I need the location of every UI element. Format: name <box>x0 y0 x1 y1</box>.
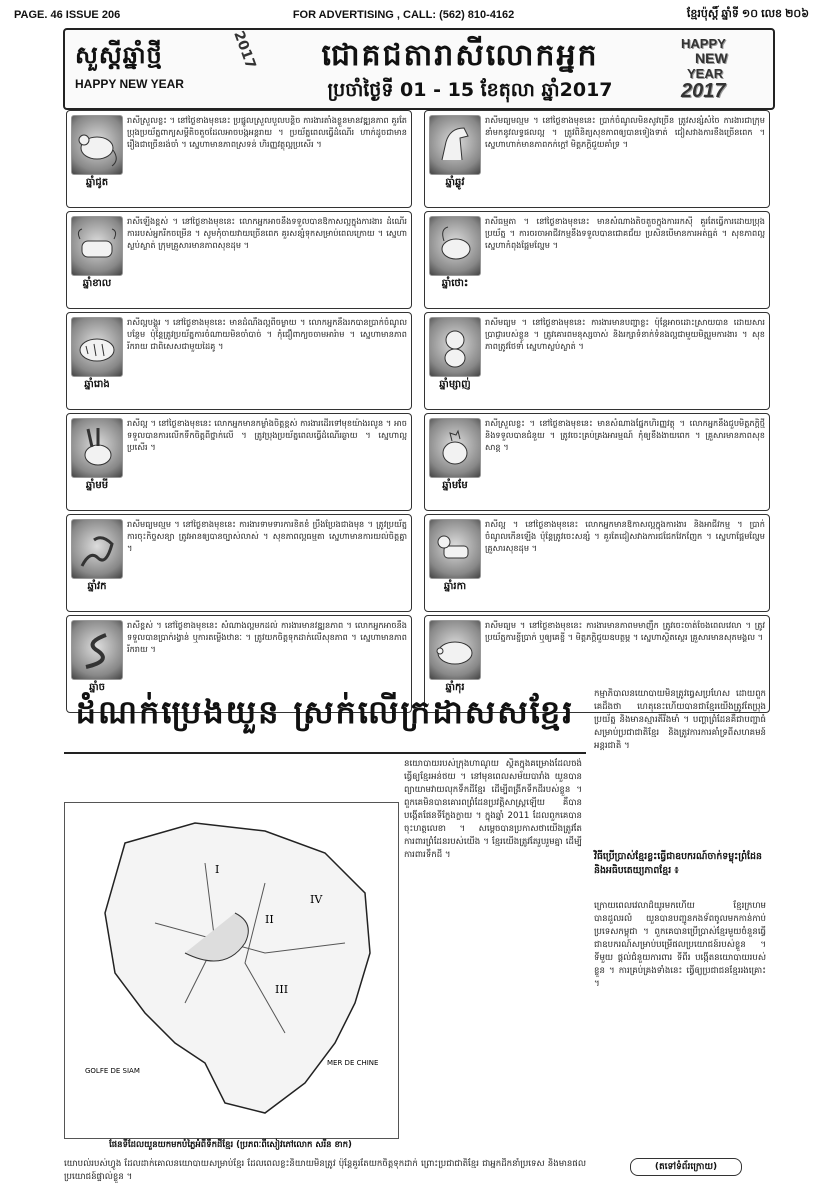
greeting-year: 2017 <box>230 28 259 72</box>
article-column-1: នយោបាយរបស់ក្រុងហាណូយ ស្ថិតក្នុងគម្រោងដែលចង់ធ្វើឲ្យខ្មែរអន់ថយ ។ នៅមុនពេលសម័យបារាំង យួនបានព្យាយាមវាយលុកទឹកដីខ្មែរ ដើម្បីពង្រីកទឹកដីរបស់ខ្លួន ។ ពួកគេមិនបានគោរពព្រំដែនប្រវត្តិសាស្ត្រឡើយ គឺបានបង្កើតផែនទីក្លែងក្លាយ ។ ក្នុងឆ្នាំ 2011 ដែលពួកគេបានចុះហត្ថលេខា ។ សម្តេចបានប្រកាសថាយើងត្រូវតែការពារព្រំដែនរបស់យើង ។ ខ្មែរយើងត្រូវតែរួបរួមគ្នា ដើម្បីការពារទឹកដី ។ <box>404 759 582 860</box>
horoscope-text: រាសីខ្ពស់ ។ នៅថ្ងៃខាងមុខនេះ សំណាងល្អមកដល់ ការងារមានវឌ្ឍនភាព ។ លោកអ្នកអាចនឹងទទួលបានប្រាក់រង្វាន់ ឬការតម្លើងឋានៈ ។ ត្រូវយកចិត្តទុកដាក់លើសុខភាព ។ ស្នេហាមានភាពរីករាយ ។ <box>127 620 407 654</box>
dragon-icon <box>71 519 123 579</box>
hny-word: YEAR <box>687 66 724 81</box>
horse-icon <box>429 115 481 175</box>
horoscope-text: រាសីមធ្យមល្មម ។ នៅថ្ងៃខាងមុខនេះ ប្រាក់ចំណូលមិនសូវច្រើន ត្រូវសន្សំសំចៃ ការងារជាក្រុមនាំមកនូវលទ្ធផលល្អ ។ ត្រូវពិនិត្យសុខភាពឲ្យបានទៀងទាត់ ជៀសវាងការខឹងច្រើនពេក ។ ស្នេហាហាក់មានភាពកក់ក្តៅ មិត្តភក្តិជួយគាំទ្រ ។ <box>485 115 765 149</box>
goat-icon <box>429 216 481 276</box>
horoscope-text: រាសីស្រួលខ្លះ ។ នៅថ្ងៃខាងមុខនេះ ប្រផ្នូលស្រួលបួលបន្តិច ការងារតាំងខ្លួនមានវឌ្ឍនភាព គួរតែប្រុងប្រយ័ត្នពាក្យសម្តីតិចតួចដែលអាចបង្កអន្តរាយ ។ ប្រយ័ត្នពេលធ្វើដំណើរ ហាក់ដូចជាមានរឿងជាច្រើនរង់ចាំ ។ ស្នេហាមានភាពស្រទន់ ហិរញ្ញវត្ថុល្អប្រសើរ ។ <box>127 115 407 149</box>
zodiac-sign: ឆ្នាំមមែ <box>442 480 468 491</box>
article-headline: ដំណក់ប្រេងយួន ស្រក់លើក្រដាសសខ្មែរ <box>64 692 586 754</box>
new-year-greeting <box>75 28 275 91</box>
hny-word: HAPPY <box>681 36 726 51</box>
horoscope-text: រាសីល្អ ។ នៅថ្ងៃខាងមុខនេះ លោកអ្នកមានកម្លាំងចិត្តខ្ពស់ ការងារដើរទៅមុខយ៉ាងរលូន ។ អាចទទួលបានការលើកទឹកចិត្តពីថ្នាក់លើ ។ ត្រូវប្រុងប្រយ័ត្នពេលធ្វើដំណើរឆ្ងាយ ។ ស្នេហាល្អប្រសើរ ។ <box>127 418 407 452</box>
zodiac-sign: ឆ្នាំរកា <box>443 581 467 592</box>
horoscope-text: រាសីល្អ ។ នៅថ្ងៃខាងមុខនេះ លោកអ្នកមានឱកាសល្អក្នុងការងារ និងអាជីវកម្ម ។ ប្រាក់ចំណូលកើនឡើង ប៉ុន្តែត្រូវចេះសន្សំ ។ គួរតែជៀសវាងការជជែកវែកញែក ។ ស្នេហាផ្អែមល្ហែម គ្រួសារសុខដុម ។ <box>485 519 765 553</box>
advertising-contact: FOR ADVERTISING , CALL: (562) 810-4162 <box>292 9 515 21</box>
horoscope-cell <box>66 312 412 410</box>
zodiac-sign: ឆ្នាំម្សាញ់ <box>439 379 471 390</box>
hny-word: NEW <box>695 50 728 66</box>
page-issue: PAGE. 46 ISSUE 206 <box>14 9 121 21</box>
rabbit-icon <box>71 418 123 478</box>
top-bar <box>14 8 809 22</box>
dog-icon <box>429 519 481 579</box>
horoscope-date-range: ប្រចាំថ្ងៃទី 01 - 15 ខែតុលា ឆ្នាំ2017 <box>327 79 613 101</box>
zodiac-sign: ឆ្នាំមមី <box>85 480 109 491</box>
monkey-icon <box>429 317 481 377</box>
map-region-label: I <box>215 863 220 876</box>
horoscope-text: រាសីមធ្យមល្មម ។ នៅថ្ងៃខាងមុខនេះ ការងារទាមទារការខិតខំ ប្រឹងប្រែងជាងមុន ។ ត្រូវប្រយ័ត្នការចុះកិច្ចសន្យា ត្រូវអានឲ្យបានច្បាស់លាស់ ។ សុខភាពល្អធម្មតា ស្នេហាមានការយល់ចិត្តគ្នា ។ <box>127 519 407 553</box>
horoscope-banner <box>63 28 775 110</box>
zodiac-sign: ឆ្នាំជូត <box>85 177 109 188</box>
map-region-label: III <box>275 983 289 996</box>
zodiac-sign: ឆ្នាំច <box>89 682 105 693</box>
horoscope-cell <box>66 514 412 612</box>
horoscope-text: រាសីមធ្យម ។ នៅថ្ងៃខាងមុខនេះ ការងារមានបញ្ហាខ្លះ ប៉ុន្តែអាចដោះស្រាយបាន ដោយសារប្រាជ្ញារបស់ខ្លួន ។ ត្រូវគោរពមនុស្សចាស់ និងរក្សាទំនាក់ទំនងល្អជាមួយមិត្តរួមការងារ ។ សុខភាពត្រូវថែទាំ ស្នេហាស្ងប់ស្ងាត់ ។ <box>485 317 765 351</box>
horoscope-cell <box>424 514 770 612</box>
greeting-khmer: សួស្តីឆ្នាំថ្មី <box>75 41 163 69</box>
horoscope-cell <box>424 110 770 208</box>
zodiac-sign: ឆ្នាំកុរ <box>445 682 465 693</box>
map-sea-label: MER DE CHINE <box>327 1059 379 1067</box>
horoscope-cell <box>424 211 770 309</box>
article-bottom-text: យោបល់របស់ហ្វូង ដែលដាក់គោលនយោបាយសម្រាប់ខ្មែរ ដែលពេលខ្លះនិយាយមិនត្រូវ ប៉ុន្តែគួរតែយកចិត្តទុកដាក់ ព្រោះប្រជាជាតិខ្មែរ ជាអ្នកដឹកនាំប្រទេស និងមានផលប្រយោជន៍ផ្ទាល់ខ្លួន ។ <box>64 1159 586 1182</box>
map-drawing <box>65 803 398 1138</box>
masthead-date: ខ្មែរប៉ុស្តិ៍ ឆ្នាំទី ១០ លេខ ២០៦ <box>686 8 809 20</box>
horoscope-cell <box>66 110 412 208</box>
horoscope-text: រាសីមធ្យម ។ នៅថ្ងៃខាងមុខនេះ ការងារមានភាពមមាញឹក ត្រូវចេះចាត់ចែងពេលវេលា ។ ត្រូវប្រយ័ត្នការខ្ចីប្រាក់ ឬឲ្យគេខ្ចី ។ មិត្តភក្តិជួយឧបត្ថម្ភ ។ ស្នេហាស្ថិតស្ថេរ គ្រួសារមានសុភមង្គល ។ <box>485 620 765 642</box>
snake-icon <box>71 620 123 680</box>
map-caption: ផែនទីដែលយួនយកមកបំភ្លៃអំពីទឹកដីខ្មែរ (ប្រភពៈពីសៀវភៅលោក សរីន ខាក) <box>109 1140 352 1150</box>
zodiac-sign: ឆ្នាំរោង <box>84 379 110 390</box>
map-region-label: IV <box>310 893 323 906</box>
cambodia-map-figure <box>64 802 399 1139</box>
continued-label: (តទៅទំព័រក្រោយ) <box>630 1158 742 1176</box>
map-sea-label: GOLFE DE SIAM <box>85 1067 140 1075</box>
rooster-icon <box>429 418 481 478</box>
ox-icon <box>71 216 123 276</box>
tiger-icon <box>71 317 123 377</box>
article-column-3: ក្រោយពេលវេលាដ៏យូរមកហើយ ខ្មែរក្រហមបានដួលរលំ យួនបានបញ្ជូនកងទ័ពចូលមកកាន់កាប់ប្រទេសកម្ពុជា ។ ពួកគេបានប្រើប្រាស់ខ្មែរមួយចំនួនធ្វើជាឧបករណ៍សម្រាប់បម្រើផលប្រយោជន៍របស់ខ្លួន ។ ទីមួយ ផ្តល់ជំនួយការពារ ទីពីរ បង្កើតនយោបាយរបស់ខ្លួន ។ ការគ្រប់គ្រងទាំងនេះ ធ្វើឲ្យប្រជាជនខ្មែររងគ្រោះ ។ <box>594 901 766 989</box>
zodiac-sign: ឆ្នាំវក <box>87 581 107 592</box>
pig-icon <box>429 620 481 680</box>
greeting-english: HAPPY NEW YEAR <box>75 77 184 91</box>
horoscope-text: រាសីល្អបង្គួរ ។ នៅថ្ងៃខាងមុខនេះ មានដំណឹងល្អពីចម្ងាយ ។ លោកអ្នកនឹងរកបានប្រាក់ចំណូលបន្ថែម ប៉ុន្តែត្រូវប្រយ័ត្នការចំណាយមិនចាំបាច់ ។ កុំជឿពាក្យចចាមអារ៉ាម ។ ស្នេហាមានភាពរីករាយ ជាពិសេសជាមួយដៃគូ ។ <box>127 317 407 351</box>
horoscope-cell <box>66 413 412 511</box>
horoscope-title: ជោគជតារាសីលោកអ្នក <box>321 38 599 73</box>
horoscope-text: រាសីស្រួលខ្លះ ។ នៅថ្ងៃខាងមុខនេះ មានសំណាងផ្នែកហិរញ្ញវត្ថុ ។ លោកអ្នកនឹងជួបមិត្តភក្តិថ្មី និងទទួលបានជំនួយ ។ ត្រូវចេះគ្រប់គ្រងអារម្មណ៍ កុំឲ្យខឹងងាយពេក ។ គ្រួសារមានភាពសុខសាន្ត ។ <box>485 418 765 452</box>
horoscope-cell <box>66 211 412 309</box>
happy-new-year-logo <box>681 36 767 102</box>
zodiac-sign: ឆ្នាំថោះ <box>441 278 469 289</box>
horoscope-cell <box>424 312 770 410</box>
article-column-2: កម្មាភិបាលនយោបាយមិនត្រូវធ្វេសប្រហែស ដោយពួកគេដឹងថា ហេតុនេះហើយបានជាខ្មែរយើងត្រូវតែប្រុងប្រយ័ត្ន និងមានស្មារតីរឹងមាំ ។ បញ្ហាព្រំដែនគឺជាបញ្ហាធំសម្រាប់ប្រជាជាតិខ្មែរ និងត្រូវការការគាំទ្រពីសហគមន៍អន្តរជាតិ ។ <box>594 689 766 751</box>
map-region-label: II <box>265 913 274 926</box>
hny-word: 2017 <box>681 80 726 102</box>
zodiac-sign: ឆ្នាំឆ្លូវ <box>445 177 465 188</box>
zodiac-sign: ឆ្នាំខាល <box>82 278 112 289</box>
article-subheading: វិធីប្រើប្រាស់ខ្មែរខ្លះធ្វើជាឧបករណ៍ចាក់ទម្លុះព្រំដែន និងអធិបតេយ្យភាពខ្មែរ ៖ <box>594 851 762 876</box>
horoscope-text: រាសីធម្មតា ។ នៅថ្ងៃខាងមុខនេះ មានសំណាងតិចតួចក្នុងការរកស៊ី គួរតែធ្វើការដោយប្រុងប្រយ័ត្ន ។ ការចរចាអាជីវកម្មនឹងទទួលបានជោគជ័យ ប្រសិនបើមានការអត់ធ្មត់ ។ សុខភាពល្អ ស្នេហាកំពុងផ្អែមល្ហែម ។ <box>485 216 765 250</box>
horoscope-cell <box>424 413 770 511</box>
horoscope-text: រាសីឡើងខ្ពស់ ។ នៅថ្ងៃខាងមុខនេះ លោកអ្នកអាចនឹងទទួលបានឱកាសល្អក្នុងការងារ ដំណើរការរបស់អ្នករីកចម្រើន ។ សូមកុំចាយវាយច្រើនពេក គួរសន្សំទុកសម្រាប់ពេលក្រោយ ។ ស្នេហាស្ងប់ស្ងាត់ ក្រុមគ្រួសារមានភាពសុខដុម ។ <box>127 216 407 250</box>
rat-icon <box>71 115 123 175</box>
